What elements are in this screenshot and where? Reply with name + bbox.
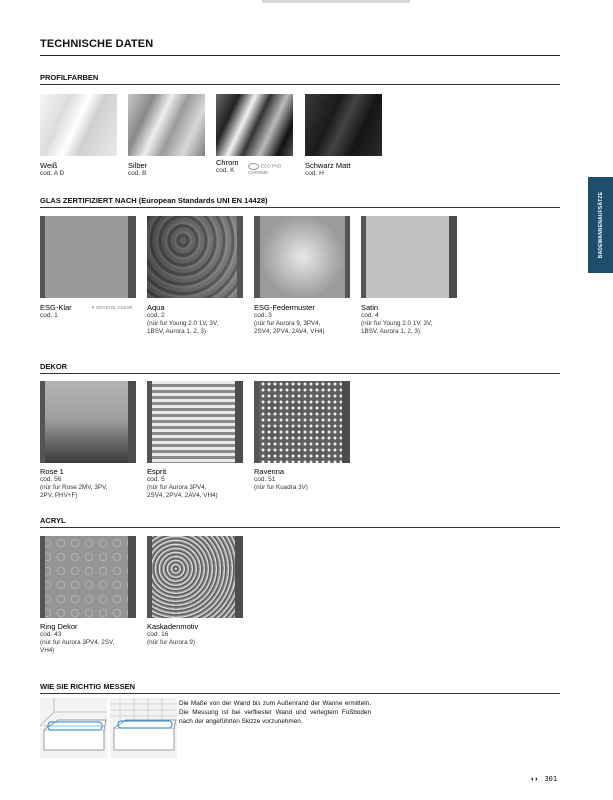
section-rule: [40, 373, 560, 374]
sparkle-icon: ✦: [91, 305, 97, 310]
section-glas: GLAS ZERTIFIZIERT NACH (European Standards UNI EN 14428): [40, 196, 268, 205]
swatch-ring-dekor: [40, 536, 136, 618]
label-ravenna: Ravenna cod. 51 (nür fur Kuadra 3V): [254, 467, 308, 491]
section-dekor: DEKOR: [40, 362, 68, 371]
label-weiss: Weiß cod. A D: [40, 161, 65, 177]
label-esprit: Esprit cod. 5 (nür fur Aurora 3PV4, 2SV4, 2PV4, 2AV4, VH4): [147, 467, 218, 499]
label-silber: Silber cod. B: [128, 161, 148, 177]
section-messen: WIE SIE RICHTIG MESSEN: [40, 682, 136, 691]
eco-pvd-chrome-badge: ECO PVD CHROME: [248, 163, 282, 175]
swatch-esprit: [147, 381, 243, 463]
label-schwarz-matt: Schwarz Matt cod. H: [305, 161, 351, 177]
swatch-ravenna: [254, 381, 350, 463]
swatch-satin: [361, 216, 457, 298]
chrome-logo-icon: [248, 163, 259, 170]
side-tab[interactable]: [588, 177, 613, 273]
swatch-aqua: [147, 216, 243, 298]
page-title: TECHNISCHE DATEN: [40, 38, 154, 50]
section-profilfarben: PROFILFARBEN: [40, 73, 99, 82]
page-footer: [530, 775, 557, 783]
label-satin: Satin cod. 4 (nür fur Young 2.0 1V, 3V, 1BSV, Aurora 1, 2, 3): [361, 303, 433, 335]
swatch-schwarz-matt: [305, 94, 382, 156]
label-kaskadenmotiv: Kaskadenmotiv cod. 16 (nür fur Aurora 9): [147, 622, 199, 646]
label-chrom: Chrom cod. K: [216, 158, 239, 174]
label-aqua: Aqua cod. 2 (nür fur Young 2.0 1V, 3V, 1BSV, Aurora 1, 2, 3): [147, 303, 219, 335]
crystal-clear-badge: ✦ CRYSTAL CLEAR: [91, 305, 133, 310]
label-rose-1: Rose 1 cod. 56 (nür fur Rose 2MV, 3PV, 2PV, PHV+F): [40, 467, 108, 499]
page-number: 301: [544, 775, 558, 783]
label-esg-federmuster: ESG-Federmuster cod. 3 (nür fur Aurora 9, 3PV4, 2SV4, 2PV4, 2AV4, VH4): [254, 303, 325, 335]
measure-sketch-1: [40, 698, 107, 758]
title-rule: [40, 55, 560, 56]
swatch-esg-klar: [40, 216, 136, 298]
swatch-kaskadenmotiv: [147, 536, 243, 618]
top-scroll-bar: [262, 0, 410, 3]
swatch-esg-federmuster: [254, 216, 350, 298]
section-acryl: ACRYL: [40, 516, 66, 525]
brand-logo-icon: ◖◗: [530, 776, 539, 783]
section-rule: [40, 693, 560, 694]
side-tab-label: BADEWANNENAUFSÄTZE: [597, 191, 604, 259]
measure-instructions: Die Maße von der Wand bis zum Außenrand der Wanne ermitteln. Die Messung ist bei verfliester Wand und verlegtem Fußboden nach der angeführten Skizze vorzunehmen.: [179, 700, 371, 726]
section-rule: [40, 527, 560, 528]
section-rule: [40, 84, 560, 85]
swatch-chrom: [216, 94, 293, 156]
swatch-silber: [128, 94, 205, 156]
label-esg-klar: ESG-Klar cod. 1: [40, 303, 72, 319]
measure-sketch-2: [110, 698, 177, 758]
label-ring-dekor: Ring Dekor cod. 43 (nür fur Aurora 3PV4, 2SV, VH4): [40, 622, 115, 654]
swatch-weiss: [40, 94, 117, 156]
section-rule: [40, 207, 560, 208]
swatch-rose-1: [40, 381, 136, 463]
